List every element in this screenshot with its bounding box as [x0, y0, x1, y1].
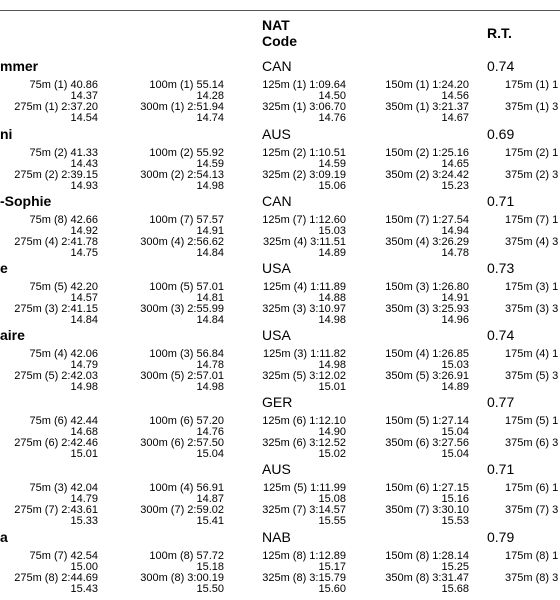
- lap-time: 14.94: [441, 225, 469, 237]
- split-time: 300m (2) 2:54.13: [140, 169, 224, 181]
- split-time: 375m (5) 3: [505, 370, 559, 382]
- split-time: 350m (1) 3:21.37: [385, 101, 469, 113]
- split-cell: [385, 416, 469, 438]
- nat-header-line1: NAT: [262, 17, 290, 33]
- nat-code: GER: [262, 394, 293, 410]
- split-cell: [14, 304, 98, 326]
- nat-code: AUS: [262, 461, 291, 477]
- split-cell: [149, 483, 224, 505]
- lap-time: 14.79: [70, 359, 98, 371]
- split-time: 100m (4) 56.91: [149, 482, 224, 494]
- split-time: 150m (2) 1:25.16: [385, 147, 469, 159]
- split-time: 375m (8) 3: [505, 572, 559, 584]
- reaction-time: 0.77: [487, 394, 515, 410]
- split-time: 100m (8) 57.72: [149, 550, 224, 562]
- lap-time: 14.78: [441, 247, 469, 259]
- split-time: 175m (1) 1: [505, 79, 559, 91]
- split-cell: [505, 80, 558, 91]
- lap-time: 14.84: [196, 247, 224, 259]
- lap-time: 15.53: [441, 515, 469, 527]
- split-time: 75m (5) 42.20: [29, 281, 98, 293]
- table-top-rule: [0, 10, 560, 11]
- split-cell: [140, 573, 224, 595]
- split-time: 150m (3) 1:26.80: [385, 281, 469, 293]
- lap-time: 14.84: [70, 314, 98, 326]
- split-time: 150m (7) 1:27.54: [385, 214, 469, 226]
- split-time: 300m (1) 2:51.94: [140, 101, 224, 113]
- split-cell: [385, 304, 469, 326]
- lap-time: 14.96: [441, 314, 469, 326]
- lap-time: 14.93: [70, 180, 98, 192]
- split-cell: [385, 438, 469, 460]
- split-cell: [14, 505, 98, 527]
- swimmer-name: -Sophie: [0, 193, 52, 209]
- split-time: 150m (5) 1:27.14: [385, 415, 469, 427]
- split-cell: [140, 304, 224, 326]
- lap-time: 15.00: [70, 561, 98, 573]
- nat-code: USA: [262, 260, 291, 276]
- lap-time: 14.68: [70, 426, 98, 438]
- lap-time: 15.18: [196, 561, 224, 573]
- split-cell: [14, 438, 98, 460]
- split-cell: [262, 170, 346, 192]
- split-cell: [149, 80, 224, 102]
- lap-time: 14.91: [196, 225, 224, 237]
- split-time: 75m (3) 42.04: [29, 482, 98, 494]
- split-cell: [30, 80, 98, 102]
- lap-time: 14.28: [196, 90, 224, 102]
- reaction-time: 0.74: [487, 327, 515, 343]
- lap-time: 14.98: [196, 381, 224, 393]
- split-cell: [262, 371, 346, 393]
- lap-time: 14.98: [196, 180, 224, 192]
- split-time: 300m (3) 2:55.99: [140, 303, 224, 315]
- split-cell: [505, 148, 558, 159]
- split-cell: [14, 573, 98, 595]
- split-time: 325m (4) 3:11.51: [263, 236, 346, 248]
- split-time: 325m (6) 3:12.52: [262, 437, 346, 449]
- split-time: 375m (7) 3: [505, 504, 559, 516]
- split-cell: [262, 505, 346, 527]
- split-cell: [505, 483, 558, 494]
- lap-time: 14.43: [70, 158, 98, 170]
- split-cell: [30, 416, 98, 438]
- split-cell: [505, 438, 558, 449]
- split-cell: [505, 505, 558, 516]
- split-time: 275m (3) 2:41.15: [14, 303, 98, 315]
- split-cell: [263, 282, 346, 304]
- nat-code: CAN: [262, 193, 292, 209]
- split-cell: [263, 349, 346, 371]
- lap-time: 14.75: [70, 247, 98, 259]
- rt-header: R.T.: [487, 25, 512, 41]
- split-cell: [30, 483, 98, 505]
- lap-time: 14.76: [318, 112, 346, 124]
- split-time: 300m (6) 2:57.50: [140, 437, 224, 449]
- lap-time: 14.65: [441, 158, 469, 170]
- split-cell: [140, 371, 224, 393]
- split-time: 100m (6) 57.20: [149, 415, 224, 427]
- lap-time: 15.04: [196, 448, 224, 460]
- split-cell: [149, 349, 224, 371]
- split-time: 325m (8) 3:15.79: [262, 572, 346, 584]
- lap-time: 14.37: [70, 90, 98, 102]
- split-cell: [140, 505, 224, 527]
- split-time: 150m (6) 1:27.15: [385, 482, 469, 494]
- lap-time: 14.91: [441, 292, 469, 304]
- swimmer-name: e: [0, 260, 8, 276]
- nat-code: USA: [262, 327, 291, 343]
- split-cell: [30, 282, 98, 304]
- swimmer-name: ni: [0, 126, 13, 142]
- split-time: 325m (5) 3:12.02: [262, 370, 346, 382]
- lap-time: 15.25: [441, 561, 469, 573]
- split-cell: [385, 483, 469, 505]
- split-cell: [149, 416, 224, 438]
- split-cell: [149, 215, 224, 237]
- split-time: 300m (8) 3:00.19: [140, 572, 224, 584]
- nat-code: CAN: [262, 58, 292, 74]
- lap-time: 14.90: [318, 426, 346, 438]
- split-time: 75m (4) 42.06: [29, 348, 98, 360]
- lap-time: 15.55: [318, 515, 346, 527]
- split-cell: [140, 237, 224, 259]
- lap-time: 14.98: [70, 381, 98, 393]
- split-time: 275m (8) 2:44.69: [14, 572, 98, 584]
- split-cell: [262, 573, 346, 595]
- lap-time: 15.03: [441, 359, 469, 371]
- lap-time: 15.33: [70, 515, 98, 527]
- split-time: 300m (5) 2:57.01: [140, 370, 224, 382]
- split-cell: [263, 237, 346, 259]
- lap-time: 15.04: [441, 448, 469, 460]
- split-time: 275m (2) 2:39.15: [14, 169, 98, 181]
- lap-time: 15.04: [441, 426, 469, 438]
- split-cell: [140, 170, 224, 192]
- split-time: 350m (3) 3:25.93: [385, 303, 469, 315]
- split-cell: [505, 215, 558, 226]
- split-time: 125m (2) 1:10.51: [262, 147, 346, 159]
- split-time: 350m (2) 3:24.42: [385, 169, 469, 181]
- lap-time: 14.84: [196, 314, 224, 326]
- split-cell: [262, 304, 346, 326]
- split-time: 325m (1) 3:06.70: [262, 101, 346, 113]
- lap-time: 14.57: [70, 292, 98, 304]
- split-cell: [149, 282, 224, 304]
- lap-time: 14.98: [318, 359, 346, 371]
- split-cell: [262, 148, 346, 170]
- lap-time: 14.50: [318, 90, 346, 102]
- split-cell: [505, 102, 558, 113]
- split-time: 275m (5) 2:42.03: [14, 370, 98, 382]
- split-cell: [14, 371, 98, 393]
- split-time: 100m (1) 55.14: [149, 79, 224, 91]
- split-cell: [385, 282, 469, 304]
- split-cell: [149, 148, 224, 170]
- lap-time: 15.01: [70, 448, 98, 460]
- lap-time: 14.89: [318, 247, 346, 259]
- split-time: 375m (1) 3: [505, 101, 559, 113]
- split-cell: [385, 371, 469, 393]
- split-time: 375m (6) 3: [505, 437, 559, 449]
- lap-time: 14.67: [441, 112, 469, 124]
- reaction-time: 0.71: [487, 461, 515, 477]
- split-cell: [385, 237, 469, 259]
- lap-time: 14.88: [318, 292, 346, 304]
- lap-time: 15.43: [70, 583, 98, 595]
- lap-time: 15.02: [318, 448, 346, 460]
- split-time: 275m (1) 2:37.20: [14, 101, 98, 113]
- split-time: 75m (8) 42.66: [29, 214, 98, 226]
- lap-time: 15.23: [441, 180, 469, 192]
- split-cell: [262, 551, 346, 573]
- split-time: 75m (2) 41.33: [29, 147, 98, 159]
- split-time: 175m (6) 1: [505, 482, 559, 494]
- lap-time: 15.68: [441, 583, 469, 595]
- lap-time: 14.89: [441, 381, 469, 393]
- split-time: 300m (4) 2:56.62: [140, 236, 224, 248]
- reaction-time: 0.79: [487, 529, 515, 545]
- split-cell: [385, 349, 469, 371]
- lap-time: 14.54: [70, 112, 98, 124]
- split-time: 350m (6) 3:27.56: [385, 437, 469, 449]
- lap-time: 14.78: [196, 359, 224, 371]
- lap-time: 14.59: [318, 158, 346, 170]
- split-time: 275m (4) 2:41.78: [14, 236, 98, 248]
- split-cell: [385, 551, 469, 573]
- split-time: 350m (4) 3:26.29: [385, 236, 469, 248]
- lap-time: 15.17: [318, 561, 346, 573]
- swimmer-name: mmer: [0, 58, 39, 74]
- lap-time: 14.79: [70, 493, 98, 505]
- lap-time: 14.76: [196, 426, 224, 438]
- split-time: 175m (2) 1: [505, 147, 559, 159]
- split-cell: [505, 349, 558, 360]
- split-cell: [385, 573, 469, 595]
- lap-time: 15.60: [318, 583, 346, 595]
- split-time: 125m (1) 1:09.64: [262, 79, 346, 91]
- split-time: 275m (7) 2:43.61: [14, 504, 98, 516]
- split-cell: [505, 573, 558, 584]
- split-time: 175m (5) 1: [505, 415, 559, 427]
- split-time: 325m (2) 3:09.19: [262, 169, 346, 181]
- split-cell: [385, 215, 469, 237]
- split-time: 350m (7) 3:30.10: [385, 504, 469, 516]
- split-time: 275m (6) 2:42.46: [14, 437, 98, 449]
- split-time: 125m (3) 1:11.82: [263, 348, 346, 360]
- split-time: 325m (3) 3:10.97: [262, 303, 346, 315]
- split-cell: [385, 80, 469, 102]
- swimmer-name: aire: [0, 327, 25, 343]
- split-time: 100m (7) 57.57: [149, 214, 224, 226]
- split-cell: [505, 371, 558, 382]
- swimmer-name: a: [0, 529, 8, 545]
- lap-time: 15.50: [196, 583, 224, 595]
- lap-time: 14.56: [441, 90, 469, 102]
- nat-code: NAB: [262, 529, 291, 545]
- split-cell: [385, 148, 469, 170]
- split-cell: [14, 237, 98, 259]
- lap-time: 15.01: [318, 381, 346, 393]
- reaction-time: 0.74: [487, 58, 515, 74]
- split-time: 175m (4) 1: [505, 348, 559, 360]
- split-time: 125m (4) 1:11.89: [263, 281, 346, 293]
- split-time: 325m (7) 3:14.57: [262, 504, 346, 516]
- lap-time: 14.98: [318, 314, 346, 326]
- split-cell: [505, 170, 558, 181]
- split-time: 125m (7) 1:12.60: [262, 214, 346, 226]
- lap-time: 14.74: [196, 112, 224, 124]
- split-cell: [30, 551, 98, 573]
- split-cell: [263, 483, 346, 505]
- split-time: 375m (3) 3: [505, 303, 559, 315]
- lap-time: 15.16: [441, 493, 469, 505]
- split-cell: [30, 148, 98, 170]
- split-time: 100m (2) 55.92: [149, 147, 224, 159]
- split-cell: [30, 215, 98, 237]
- split-cell: [262, 438, 346, 460]
- reaction-time: 0.73: [487, 260, 515, 276]
- split-cell: [505, 304, 558, 315]
- lap-time: 15.41: [196, 515, 224, 527]
- split-cell: [505, 282, 558, 293]
- split-cell: [385, 505, 469, 527]
- lap-time: 14.87: [196, 493, 224, 505]
- split-time: 175m (3) 1: [505, 281, 559, 293]
- split-time: 125m (8) 1:12.89: [262, 550, 346, 562]
- split-cell: [14, 170, 98, 192]
- split-time: 350m (5) 3:26.91: [385, 370, 469, 382]
- split-cell: [30, 349, 98, 371]
- split-time: 100m (5) 57.01: [149, 281, 224, 293]
- nat-code: AUS: [262, 126, 291, 142]
- split-time: 125m (5) 1:11.99: [263, 482, 346, 494]
- split-time: 100m (3) 56.84: [149, 348, 224, 360]
- lap-time: 14.92: [70, 225, 98, 237]
- split-time: 75m (1) 40.86: [29, 79, 98, 91]
- split-cell: [262, 215, 346, 237]
- reaction-time: 0.69: [487, 126, 515, 142]
- split-cell: [140, 102, 224, 124]
- split-time: 175m (7) 1: [505, 214, 559, 226]
- lap-time: 15.06: [318, 180, 346, 192]
- split-cell: [14, 102, 98, 124]
- split-time: 375m (2) 3: [505, 169, 559, 181]
- split-cell: [385, 170, 469, 192]
- split-cell: [149, 551, 224, 573]
- lap-time: 15.03: [318, 225, 346, 237]
- split-cell: [140, 438, 224, 460]
- split-cell: [262, 416, 346, 438]
- split-cell: [262, 102, 346, 124]
- split-cell: [385, 102, 469, 124]
- split-time: 150m (8) 1:28.14: [385, 550, 469, 562]
- lap-time: 14.81: [196, 292, 224, 304]
- split-time: 75m (6) 42.44: [29, 415, 98, 427]
- split-cell: [505, 237, 558, 248]
- split-time: 75m (7) 42.54: [29, 550, 98, 562]
- split-time: 150m (1) 1:24.20: [385, 79, 469, 91]
- split-time: 300m (7) 2:59.02: [140, 504, 224, 516]
- lap-time: 14.59: [196, 158, 224, 170]
- nat-header-line2: Code: [262, 33, 297, 49]
- reaction-time: 0.71: [487, 193, 515, 209]
- split-time: 375m (4) 3: [505, 236, 559, 248]
- split-time: 150m (4) 1:26.85: [385, 348, 469, 360]
- lap-time: 15.08: [318, 493, 346, 505]
- split-cell: [505, 551, 558, 562]
- split-time: 125m (6) 1:12.10: [262, 415, 346, 427]
- split-time: 175m (8) 1: [505, 550, 559, 562]
- split-cell: [262, 80, 346, 102]
- split-time: 350m (8) 3:31.47: [385, 572, 469, 584]
- split-cell: [505, 416, 558, 427]
